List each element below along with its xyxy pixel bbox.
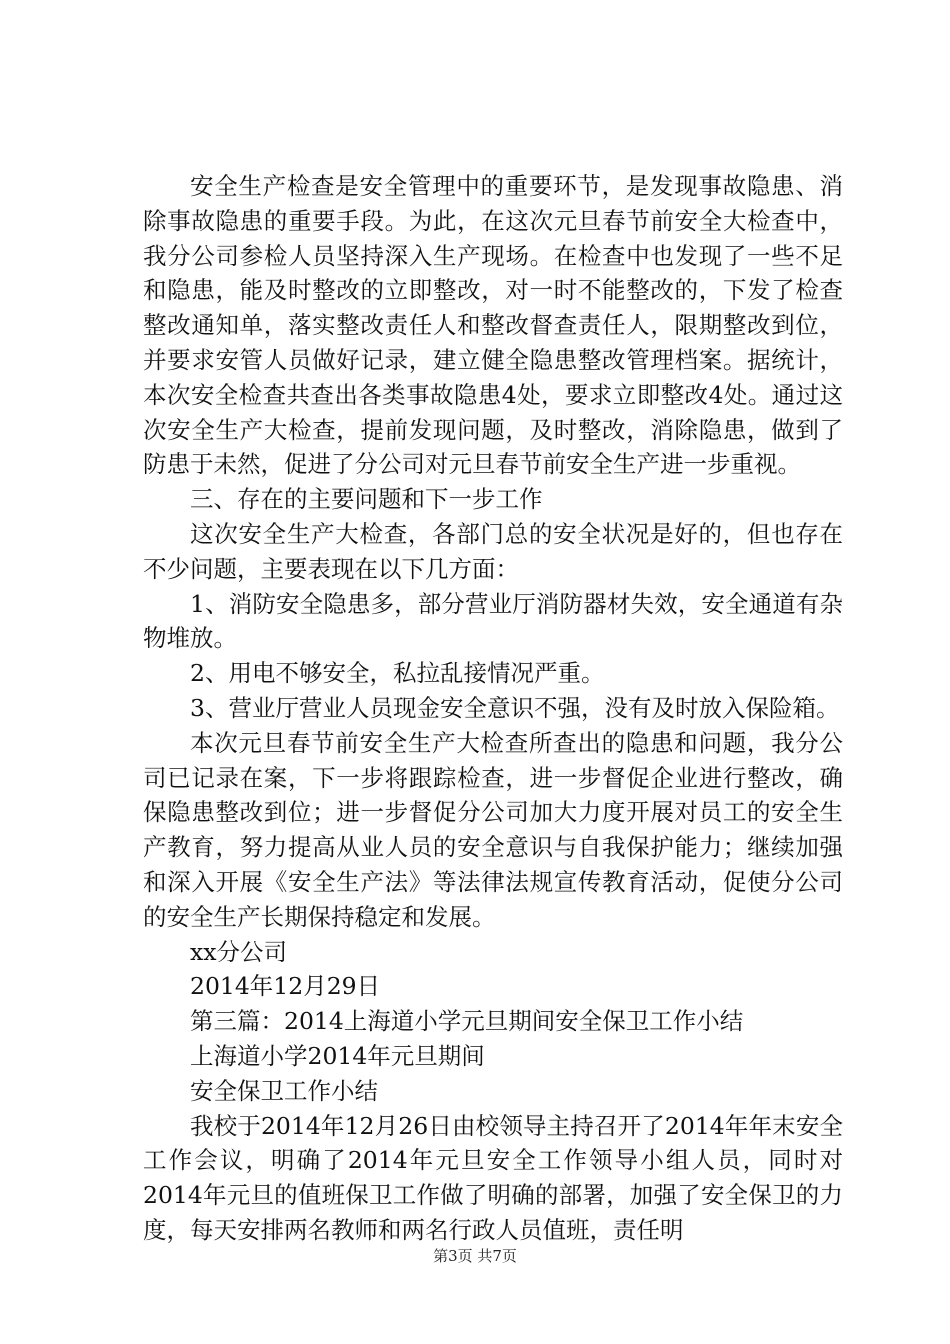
chapter-heading-third: 第三篇：2014上海道小学元旦期间安全保卫工作小结	[190, 1007, 744, 1036]
title-line-school: 上海道小学2014年元旦期间	[190, 1041, 485, 1070]
paragraph-next-steps: 本次元旦春节前安全生产大检查所查出的隐患和问题，我分公司已记录在案，下一步将跟踪检查，进一步督促企业进行整改，确保隐患整改到位；进一步督促分公司加大力度开展对员工的安全生产教育，努力提高从业人员的安全意识与自我保护能力；继续加强和深入开展《安全生产法》等法律法规宣传教育活动，促使分公司的安全生产长期保持稳定和发展。	[143, 728, 843, 931]
list-item-electricity: 2、用电不够安全，私拉乱接情况严重。	[190, 659, 605, 688]
signature-company: xx分公司	[190, 937, 288, 966]
title-line-summary: 安全保卫工作小结	[190, 1076, 378, 1105]
document-body	[143, 169, 843, 1248]
page-number-footer: 第3页 共7页	[433, 1247, 517, 1265]
section-heading-problems: 三、存在的主要问题和下一步工作	[190, 485, 543, 514]
signature-date: 2014年12月29日	[190, 972, 381, 1001]
paragraph-school-meeting: 我校于2014年12月26日由校领导主持召开了2014年年末安全工作会议，明确了2014年元旦安全工作领导小组人员，同时对2014年元旦的值班保卫工作做了明确的部署，加强了安全保卫的力度，每天安排两名教师和两名行政人员值班，责任明	[143, 1111, 843, 1244]
list-item-fire-safety: 1、消防安全隐患多，部分营业厅消防器材失效，安全通道有杂物堆放。	[143, 589, 843, 653]
paragraph-safety-inspection: 安全生产检查是安全管理中的重要环节，是发现事故隐患、消除事故隐患的重要手段。为此，在这次元旦春节前安全大检查中，我分公司参检人员坚持深入生产现场。在检查中也发现了一些不足和隐患，能及时整改的立即整改，对一时不能整改的，下发了检查整改通知单，落实整改责任人和整改督查责任人，限期整改到位，并要求安管人员做好记录，建立健全隐患整改管理档案。据统计，本次安全检查共查出各类事故隐患4处，要求立即整改4处。通过这次安全生产大检查，提前发现问题，及时整改，消除隐患，做到了防患于未然，促进了分公司对元旦春节前安全生产进一步重视。	[143, 172, 843, 479]
paragraph-overall-status: 这次安全生产大检查，各部门总的安全状况是好的，但也存在不少问题，主要表现在以下几方面：	[143, 519, 843, 583]
list-item-cash-safety: 3、营业厅营业人员现金安全意识不强，没有及时放入保险箱。	[190, 693, 840, 722]
